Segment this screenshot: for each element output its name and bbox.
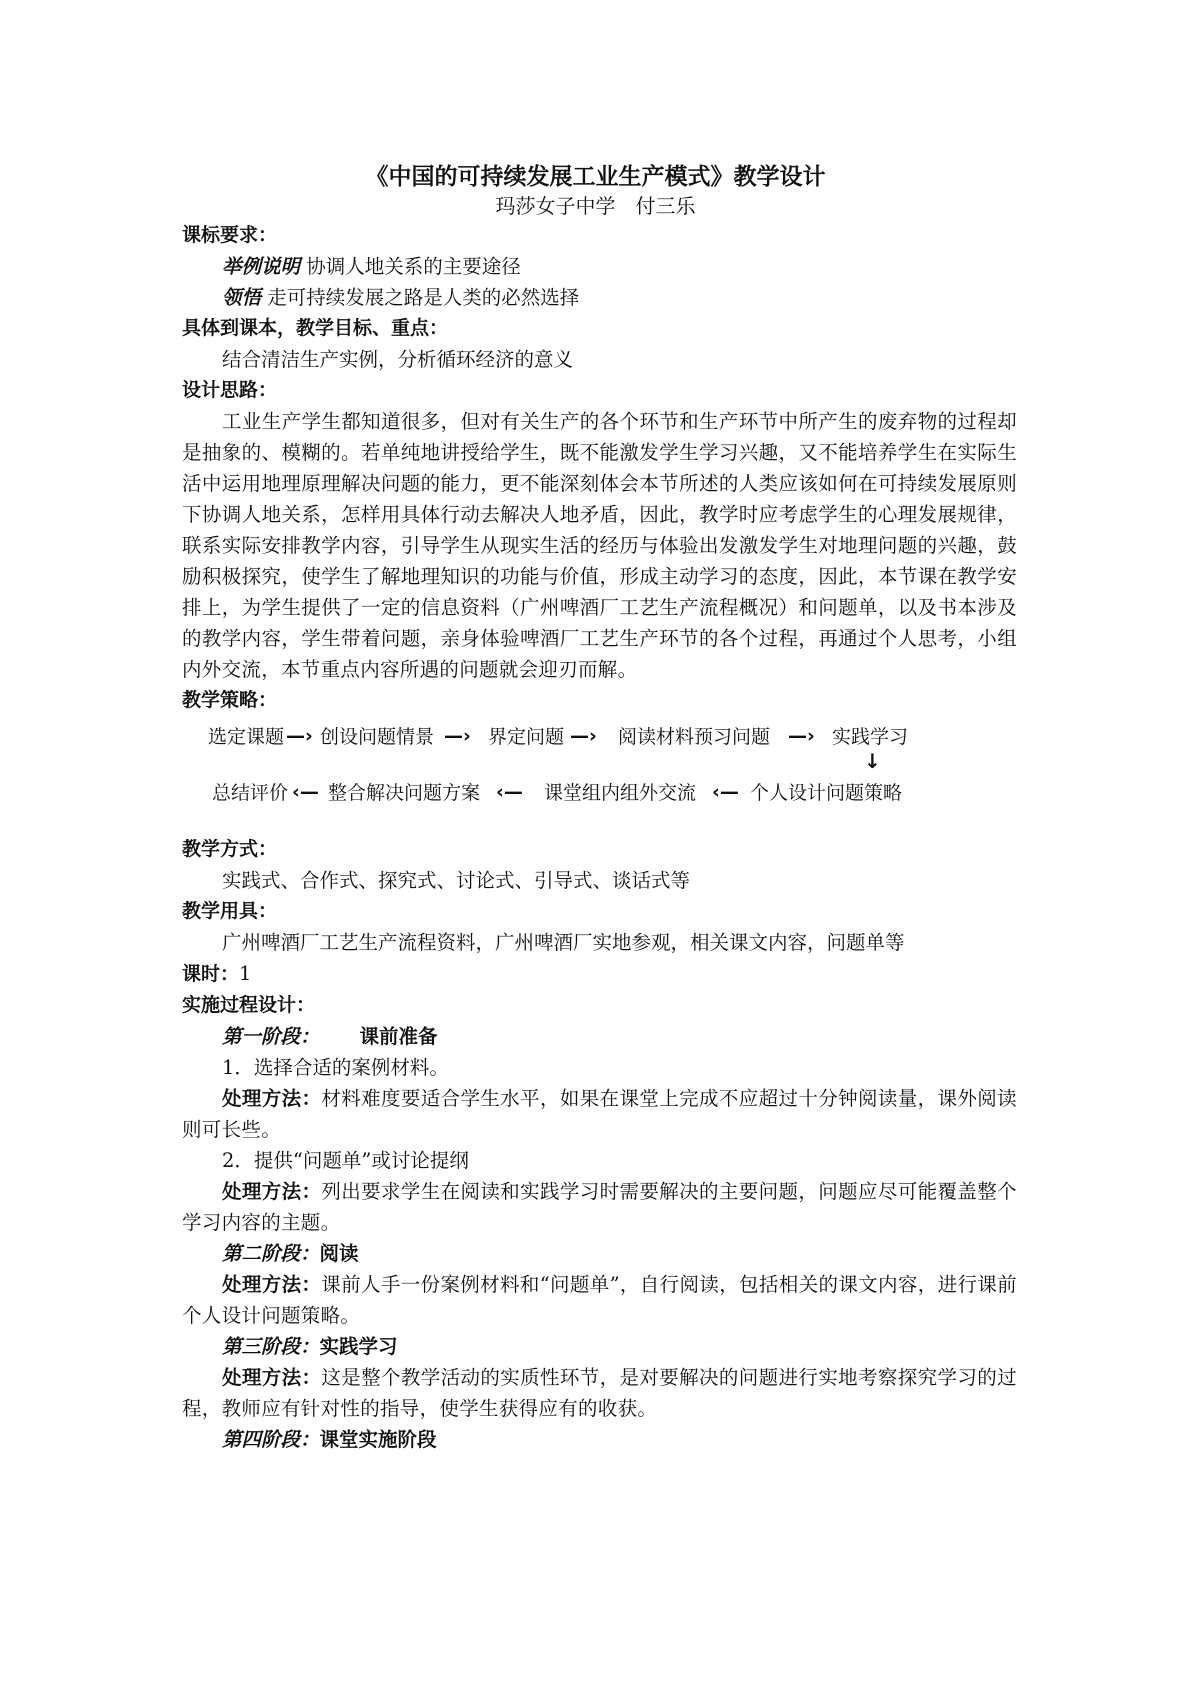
phase-3-label: 第三阶段： <box>222 1335 320 1358</box>
kebiao-item-1-text: 协调人地关系的主要途径 <box>306 255 521 278</box>
phase-2-method-label: 处理方法： <box>222 1273 322 1296</box>
flow-arrow-right-icon: —› <box>788 725 815 747</box>
flow-arrow-right-icon: —› <box>444 725 471 747</box>
heading-strategy: 教学策略： <box>182 689 278 711</box>
step-1-method-text: 材料难度要适合学生水平，如果在课堂上完成不应超过十分钟阅读量，课外阅读则可长些。 <box>182 1087 1017 1141</box>
flow-node-summary: 总结评价 <box>212 782 289 804</box>
heading-hours: 课时： <box>182 963 240 985</box>
step-1: 1．选择合适的案例材料。 <box>222 1056 449 1079</box>
goals-text: 结合清洁生产实例，分析循环经济的意义 <box>222 348 574 371</box>
flow-node-create-scenario: 创设问题情景 <box>320 726 435 748</box>
flow-arrow-left-icon: ‹— <box>712 781 739 803</box>
phase-3-title: 实践学习 <box>319 1335 398 1358</box>
step-2-method <box>182 1176 1017 1238</box>
method-text: 实践式、合作式、探究式、讨论式、引导式、谈话式等 <box>222 869 691 892</box>
phase-2-method-text: 课前人手一份案例材料和“问题单”，自行阅读，包括相关的课文内容，进行课前个人设计问题策略。 <box>182 1273 1017 1327</box>
heading-tools: 教学用具： <box>182 900 278 922</box>
flow-node-integrate: 整合解决问题方案 <box>328 782 481 804</box>
phase-2-method <box>182 1269 1017 1331</box>
flow-arrow-down-icon: ↓ <box>864 749 881 773</box>
flow-node-read-preview: 阅读材料预习问题 <box>618 726 771 748</box>
step-2-method-text: 列出要求学生在阅读和实践学习时需要解决的主要问题，问题应尽可能覆盖整个学习内容的主题。 <box>182 1180 1017 1234</box>
flow-node-individual-design: 个人设计问题策略 <box>750 782 903 804</box>
phase-4-label: 第四阶段： <box>222 1428 320 1451</box>
flow-node-practice: 实践学习 <box>832 726 909 748</box>
hours-line <box>182 958 1017 990</box>
heading-goals: 具体到课本，教学目标、重点： <box>182 317 449 339</box>
phase-3-method-text: 这是整个教学活动的实质性环节，是对要解决的问题进行实地考察探究学习的过程，教师应有针对性的指导，使学生获得应有的收获。 <box>182 1366 1017 1420</box>
kebiao-item-2-text: 走可持续发展之路是人类的必然选择 <box>267 286 580 309</box>
flow-arrow-left-icon: ‹— <box>292 781 319 803</box>
phase-2-heading <box>182 1238 1017 1269</box>
flow-node-select-topic: 选定课题 <box>208 726 285 748</box>
phase-2-title: 阅读 <box>319 1242 359 1265</box>
phase-4-heading <box>182 1424 1017 1455</box>
hours-value: 1 <box>239 962 252 985</box>
tools-text: 广州啤酒厂工艺生产流程资料，广州啤酒厂实地参观，相关课文内容，问题单等 <box>222 931 905 954</box>
kebiao-item-1-keyword: 举例说明 <box>222 255 301 278</box>
phase-1-title: 课前准备 <box>359 1025 438 1048</box>
flow-arrow-right-icon: —› <box>570 725 597 747</box>
document-title: 《中国的可持续发展工业生产模式》教学设计 <box>365 164 826 190</box>
step-2: 2．提供“问题单”或讨论提纲 <box>222 1149 469 1172</box>
phase-1-label: 第一阶段： <box>222 1025 320 1048</box>
step-1-method <box>182 1083 1017 1145</box>
kebiao-item-1 <box>182 251 1017 282</box>
design-paragraph: 工业生产学生都知道很多，但对有关生产的各个环节和生产环节中所产生的废弃物的过程却是抽象的、模糊的。若单纯地讲授给学生，既不能激发学生学习兴趣，又不能培养学生在实际生活中运用地理原理解决问题的能力，更不能深刻体会本节所述的人类应该如何在可持续发展原则下协调人地关系，怎样用具体行动去解决人地矛盾，因此，教学时应考虑学生的心理发展规律，联系实际安排教学内容，引导学生从现实生活的经历与体验出发激发学生对地理问题的兴趣，鼓励积极探究，使学生了解地理知识的功能与价值，形成主动学习的态度，因此，本节课在教学安排上，为学生提供了一定的信息资料（广州啤酒厂工艺生产流程概况）和问题单，以及书本涉及的教学内容，学生带着问题，亲身体验啤酒厂工艺生产环节的各个过程，再通过个人思考，小组内外交流，本节重点内容所遇的问题就会迎刃而解。 <box>182 410 1017 681</box>
phase-4-title: 课堂实施阶段 <box>319 1428 437 1451</box>
heading-design: 设计思路： <box>182 379 278 401</box>
kebiao-item-2 <box>182 282 1017 313</box>
phase-3-method-label: 处理方法： <box>222 1366 322 1389</box>
step-1-method-label: 处理方法： <box>222 1087 322 1110</box>
heading-kebiao: 课标要求： <box>182 224 278 246</box>
kebiao-item-2-keyword: 领悟 <box>222 286 262 309</box>
heading-process: 实施过程设计： <box>182 994 316 1016</box>
step-2-method-label: 处理方法： <box>222 1180 322 1203</box>
document-body <box>182 220 1017 1455</box>
phase-2-label: 第二阶段： <box>222 1242 320 1265</box>
flow-node-define-problem: 界定问题 <box>488 726 565 748</box>
flow-node-exchange: 课堂组内组外交流 <box>544 782 697 804</box>
flow-arrow-right-icon: —› <box>286 725 313 747</box>
phase-3-heading <box>182 1331 1017 1362</box>
phase-1-heading <box>182 1021 1017 1052</box>
phase-3-method <box>182 1362 1017 1424</box>
document-author: 玛莎女子中学 付三乐 <box>495 194 696 218</box>
strategy-flowchart <box>182 716 1017 834</box>
heading-method: 教学方式： <box>182 838 278 860</box>
flow-arrow-left-icon: ‹— <box>496 781 523 803</box>
